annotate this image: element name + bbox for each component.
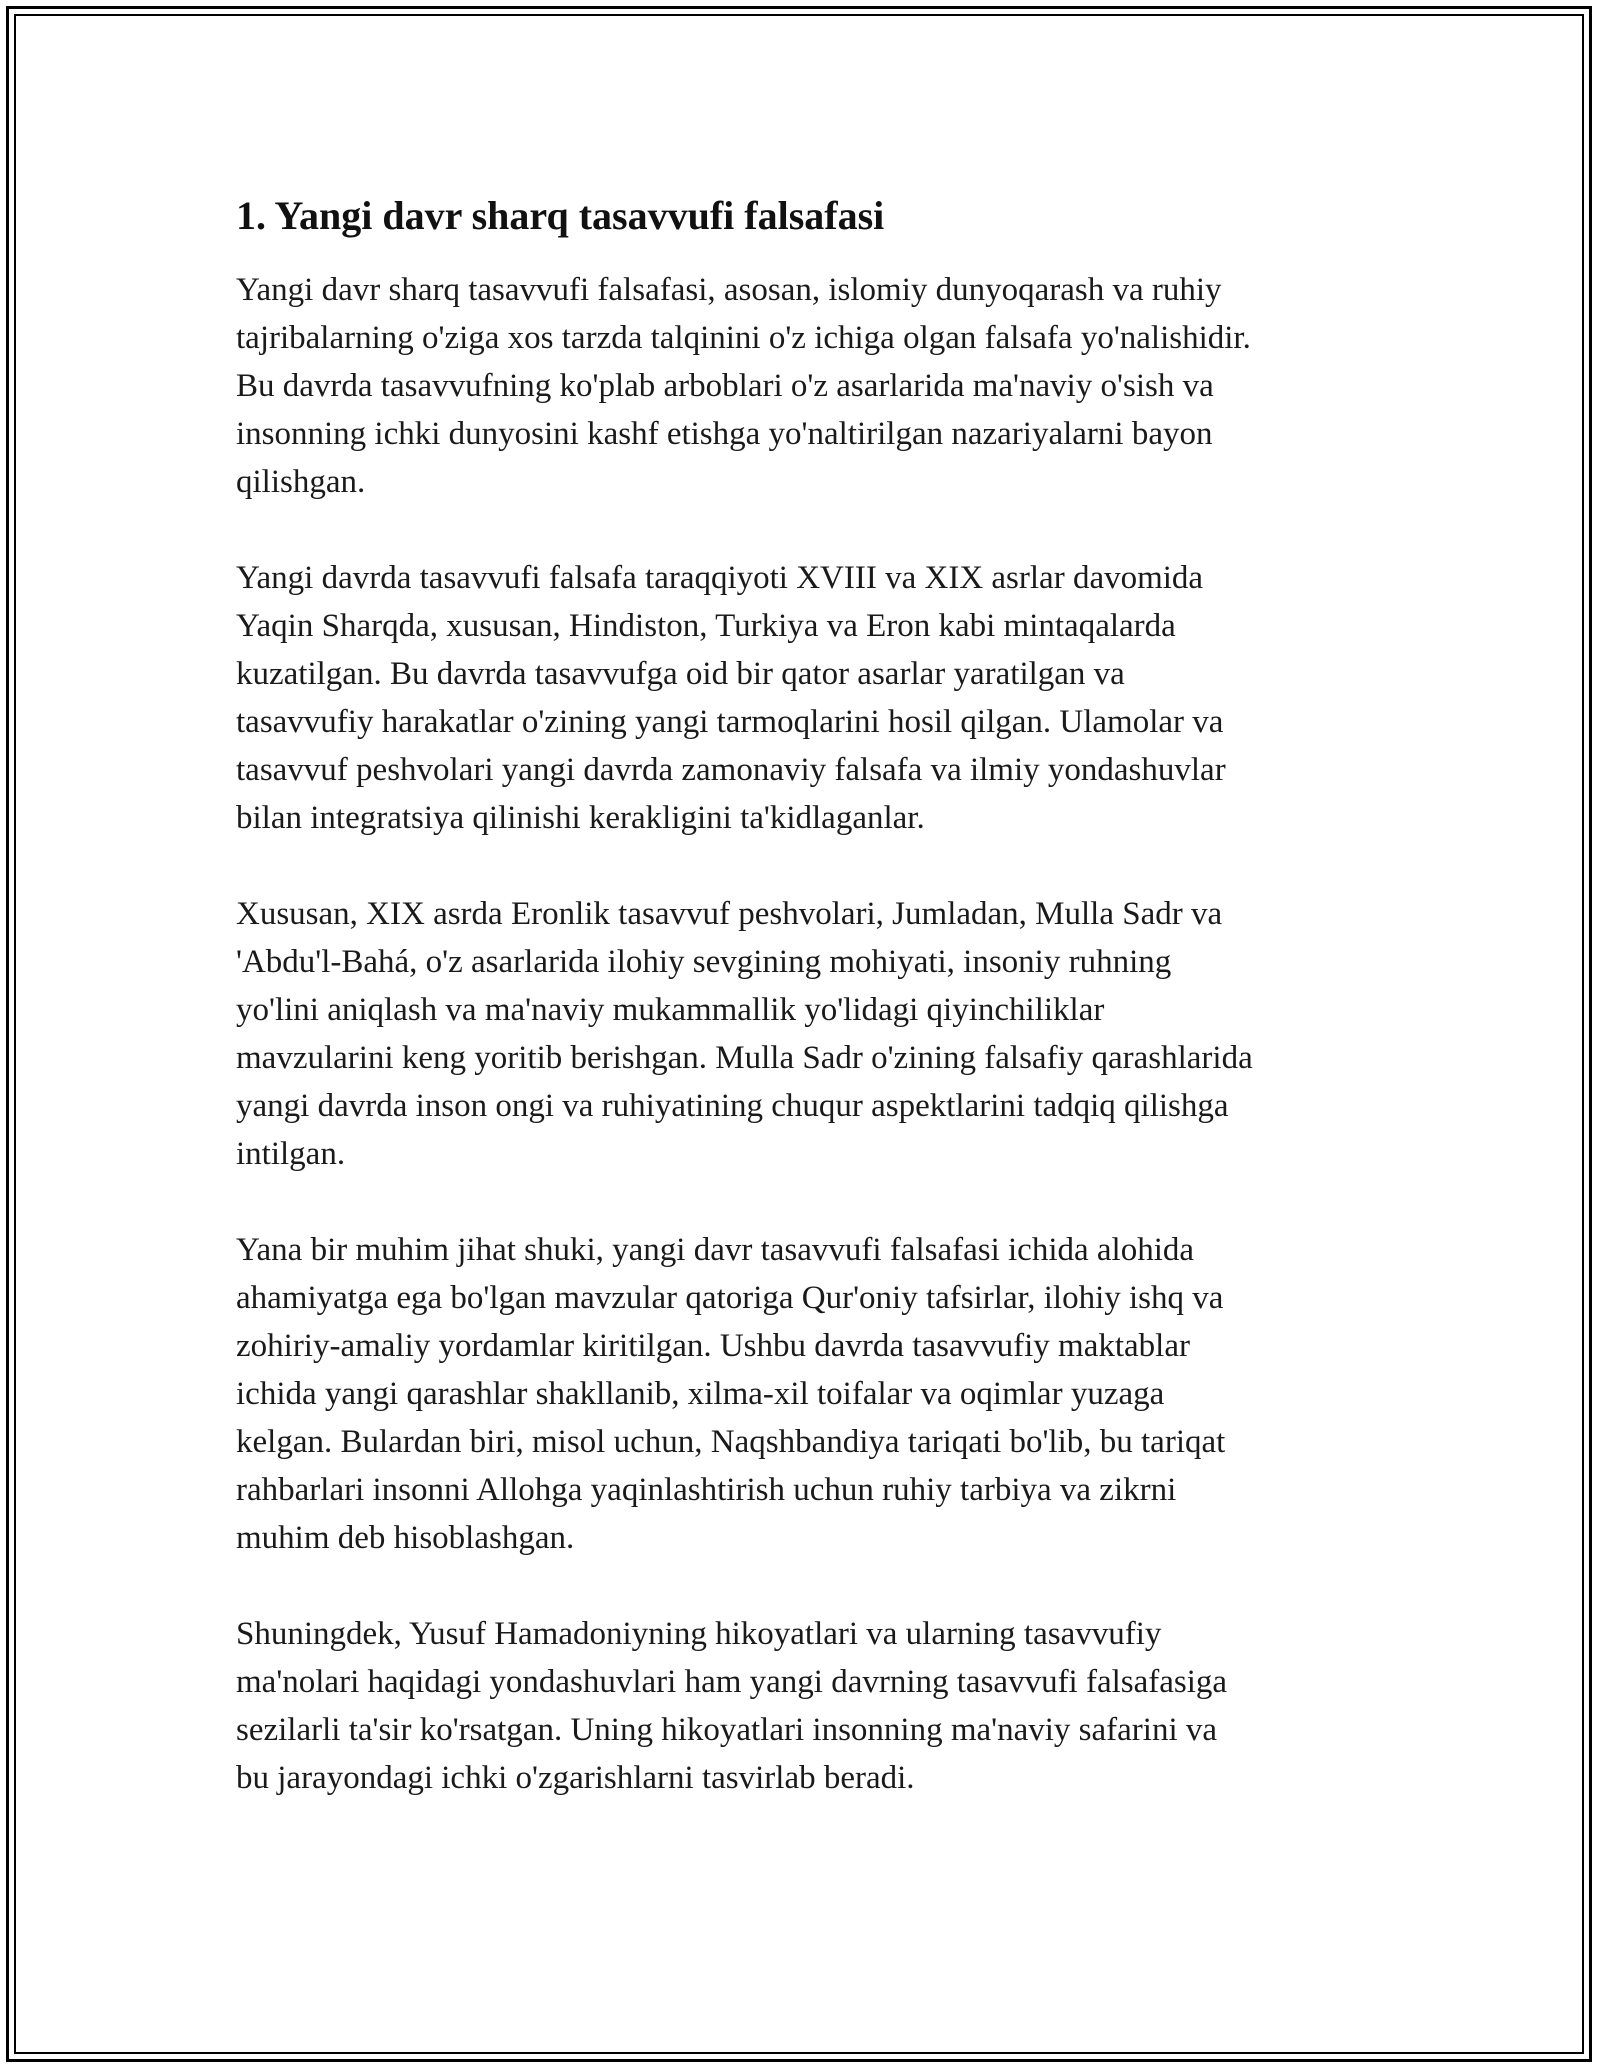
paragraph-line: Yaqin Sharqda, xususan, Hindiston, Turkiya va Eron kabi mintaqalarda [236,608,1176,644]
paragraph-line: muhim deb hisoblashgan. [236,1520,575,1556]
paragraph-line: sezilarli ta'sir ko'rsatgan. Uning hikoyatlari insonning ma'naviy safarini va [236,1712,1218,1748]
paragraph-line: mavzularini keng yoritib berishgan. Mulla Sadr o'zining falsafiy qarashlarida [236,1040,1253,1076]
paragraph-line: zohiriy-amaliy yordamlar kiritilgan. Ushbu davrda tasavvufiy maktablar [236,1328,1190,1364]
paragraph-line: Bu davrda tasavvufning ko'plab arboblari o'z asarlarida ma'naviy o'sish va [236,368,1214,404]
paragraph-line: yo'lini aniqlash va ma'naviy mukammallik yo'lidagi qiyinchiliklar [236,992,1105,1028]
paragraph-3 [236,890,1376,1178]
paragraph-4 [236,1226,1376,1562]
paragraph-line: 'Abdu'l-Bahá, o'z asarlarida ilohiy sevgining mohiyati, insoniy ruhning [236,944,1172,980]
paragraph-line: kuzatilgan. Bu davrda tasavvufga oid bir qator asarlar yaratilgan va [236,656,1125,692]
paragraph-line: ahamiyatga ega bo'lgan mavzular qatoriga Qur'oniy tafsirlar, ilohiy ishq va [236,1280,1224,1316]
paragraph-line: qilishgan. [236,464,366,500]
paragraph-1 [236,266,1376,506]
document-body [236,188,1376,1850]
paragraph-5 [236,1610,1376,1802]
paragraph-2 [236,554,1376,842]
paragraph-line: tasavvuf peshvolari yangi davrda zamonaviy falsafa va ilmiy yondashuvlar [236,752,1226,788]
paragraph-line: Yana bir muhim jihat shuki, yangi davr tasavvufi falsafasi ichida alohida [236,1232,1195,1268]
paragraph-line: Shuningdek, Yusuf Hamadoniyning hikoyatlari va ularning tasavvufiy [236,1616,1162,1652]
paragraph-line: intilgan. [236,1136,346,1172]
paragraph-line: ma'nolari haqidagi yondashuvlari ham yangi davrning tasavvufi falsafasiga [236,1664,1228,1700]
section-heading: 1. Yangi davr sharq tasavvufi falsafasi [236,193,885,238]
paragraph-line: Xususan, XIX asrda Eronlik tasavvuf peshvolari, Jumladan, Mulla Sadr va [236,896,1223,932]
paragraph-line: yangi davrda inson ongi va ruhiyatining chuqur aspektlarini tadqiq qilishga [236,1088,1229,1124]
paragraph-line: bu jarayondagi ichki o'zgarishlarni tasvirlab beradi. [236,1760,915,1796]
paragraph-line: tasavvufiy harakatlar o'zining yangi tarmoqlarini hosil qilgan. Ulamolar va [236,704,1224,740]
paragraph-line: bilan integratsiya qilinishi kerakligini ta'kidlaganlar. [236,800,925,836]
paragraph-line: kelgan. Bulardan biri, misol uchun, Naqshbandiya tariqati bo'lib, bu tariqat [236,1424,1226,1460]
paragraph-line: Yangi davr sharq tasavvufi falsafasi, asosan, islomiy dunyoqarash va ruhiy [236,272,1222,308]
paragraph-line: ichida yangi qarashlar shakllanib, xilma-xil toifalar va oqimlar yuzaga [236,1376,1165,1412]
paragraph-line: Yangi davrda tasavvufi falsafa taraqqiyoti XVIII va XIX asrlar davomida [236,560,1204,596]
paragraph-line: rahbarlari insonni Allohga yaqinlashtirish uchun ruhiy tarbiya va zikrni [236,1472,1177,1508]
paragraph-line: tajribalarning o'ziga xos tarzda talqinini o'z ichiga olgan falsafa yo'nalishidir. [236,320,1251,356]
paragraph-line: insonning ichki dunyosini kashf etishga yo'naltirilgan nazariyalarni bayon [236,416,1213,452]
